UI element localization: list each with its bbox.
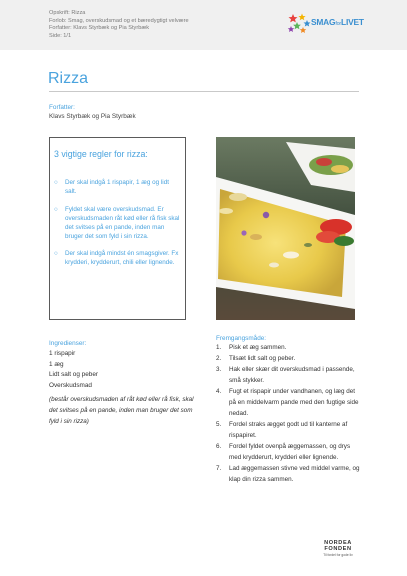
method-step: 5. Fordel straks ægget godt ud til kanterne af rispapiret. bbox=[216, 421, 348, 439]
circle-bullet-icon: ○ bbox=[54, 250, 58, 258]
method-steps bbox=[216, 343, 361, 486]
header-meta bbox=[49, 10, 189, 40]
rule-item: ○ Der skal indgå 1 rispapir, 1 æg og lidt salt. bbox=[54, 179, 169, 195]
author-value: Klavs Styrbæk og Pia Styrbæk bbox=[49, 113, 136, 120]
ingredient-item: 1 rispapir bbox=[49, 350, 76, 357]
method-step: 1. Pisk et æg sammen. bbox=[216, 344, 287, 351]
rizza-photo-illustration bbox=[216, 137, 355, 320]
ingredients-heading: Ingredienser: bbox=[49, 340, 87, 347]
page-title: Rizza bbox=[48, 70, 89, 87]
smag-for-livet-logo bbox=[287, 13, 377, 35]
colorful-star-cluster-icon bbox=[287, 13, 311, 35]
rule-item: ○ Fyldet skal være overskudsmad. Er overskudsmaden råt kød eller rå fisk skal det svitses på en pande, inden man bruger det som fyld i sin rizza. bbox=[54, 205, 180, 240]
method-step: 3. Hak eller skær dit overskudsmad i passende, små stykker. bbox=[216, 366, 355, 385]
header-author-line: Forfatter: Klavs Styrbæk og Pia Styrbæk bbox=[49, 25, 150, 32]
method-heading: Fremgangsmåde: bbox=[216, 335, 267, 342]
nordea-fonden-tagline: Til fordel for gode liv bbox=[323, 553, 353, 557]
nordea-fonden-logo bbox=[318, 540, 358, 557]
rules-title: 3 vigtige regler for rizza: bbox=[54, 149, 148, 159]
method-step: 7. Lad æggemassen stivne ved middel varme, og klap din rizza sammen. bbox=[216, 465, 360, 483]
rizza-photo bbox=[216, 137, 355, 320]
method-step: 2. Tilsæt lidt salt og peber. bbox=[216, 355, 296, 363]
ingredient-item: Lidt salt og peber bbox=[49, 371, 99, 378]
header-recipe-line: Opskrift: Rizza bbox=[49, 10, 86, 16]
method-step: 4. Fugt et rispapir under vandhanen, og læg det på en middelvarm pande med den fugtige side nedad. bbox=[216, 388, 359, 417]
rules-box bbox=[49, 137, 186, 320]
circle-bullet-icon: ○ bbox=[54, 179, 58, 186]
header-page-line: Side: 1/1 bbox=[49, 32, 72, 39]
page-header bbox=[0, 0, 407, 50]
ingredient-item: Overskudsmad bbox=[49, 381, 92, 389]
nordea-fonden-wordmark: NORDEA FONDEN bbox=[324, 540, 352, 552]
title-divider bbox=[49, 91, 359, 92]
rules-list bbox=[54, 179, 180, 277]
author-label: Forfatter: bbox=[49, 104, 75, 111]
method-step: 6. Fordel fyldet ovenpå æggemassen, og drys med krydderurt, krydderi eller lignende. bbox=[216, 443, 351, 461]
ingredients-note: (består overskudsmaden af råt kød eller rå fisk, skal det svitses på en pande, inden man bruger det som fyld i sin rizza) bbox=[49, 396, 194, 425]
logo-wordmark: SMAGforLIVET bbox=[311, 17, 364, 27]
rule-item: ○ Der skal indgå mindst én smagsgiver. Fx krydderi, krydderurt, chili eller lignende. bbox=[54, 250, 179, 267]
ingredients-list bbox=[49, 349, 199, 391]
ingredient-item: 1 æg bbox=[49, 360, 64, 368]
header-source-line: Forlob: Smag, overskudsmad og et bæredygtigt velvære bbox=[49, 17, 189, 24]
circle-bullet-icon: ○ bbox=[54, 205, 58, 213]
